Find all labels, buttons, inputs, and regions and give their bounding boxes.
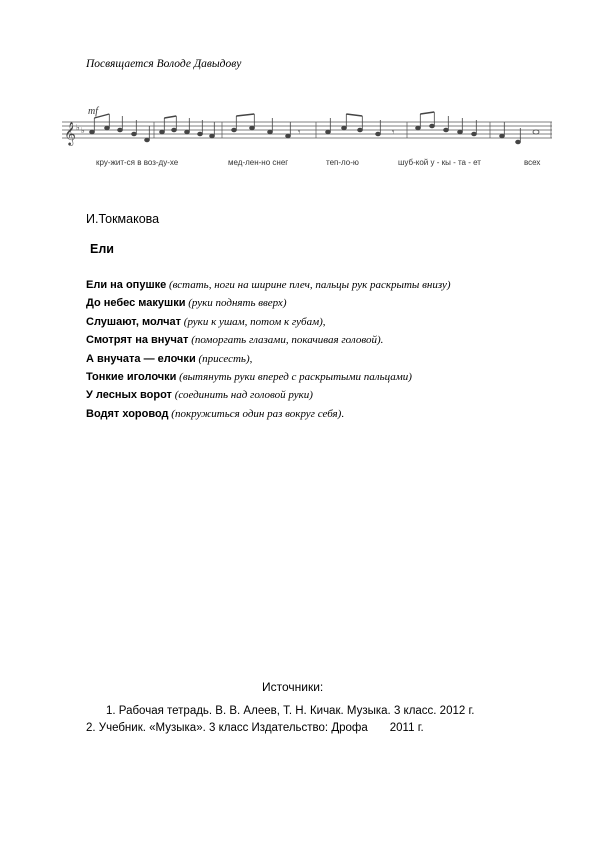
poem-line [86,405,566,423]
svg-text:𝄾: 𝄾 [298,128,301,138]
poem-line [86,368,566,386]
poem-line-note: (встать, ноги на ширине плеч, пальцы рук раскрыты внизу) [168,279,451,291]
svg-text:♭: ♭ [81,126,85,135]
dynamic-mark: mf [88,106,98,117]
poem-line [86,294,566,312]
source-item: 1. Рабочая тетрадь. В. В. Алеев, Т. Н. Кичак. Музыка. 3 класс. 2012 г. [106,705,475,717]
lyric-4: шуб-кой у - кы - та - ет [398,158,481,167]
poem-body [86,276,566,423]
poem-line [86,350,566,368]
poem-author: И.Токмакова [86,212,160,226]
poem-line [86,331,566,349]
svg-text:♭: ♭ [76,123,80,132]
lyric-1: кру-жит-ся в воз-ду-хе [96,158,179,167]
poem-line-text: Ели на опушке [86,279,167,291]
source-text: 2. Учебник. «Музыка». 3 класс Издательство: Дрофа [86,722,368,734]
poem-line-note: (покружиться один раз вокруг себя) [171,407,342,420]
poem-line-note: (руки поднять вверх) [188,297,287,310]
source-item [86,722,424,734]
poem-line-note: (руки к ушам, потом к губам) [183,315,323,328]
music-score [62,104,552,182]
poem-line-text: У лесных ворот [86,389,172,402]
poem-title: Ели [90,242,114,256]
poem-line [86,313,566,331]
poem-line-note: (поморгать глазами, покачивая головой). [191,334,384,347]
poem-line-note: (соединить над головой руки) [174,389,313,402]
lyric-3: теп-ло-ю [326,158,359,167]
poem-line-text: До небес макушки [86,297,186,310]
poem-line [86,386,566,404]
staff-notation [62,104,552,162]
poem-line-note: (присесть) [198,352,250,365]
poem-line-text: Слушают, молчат [86,315,182,328]
lyric-2: мед-лен-но снег [228,158,289,167]
svg-text:𝄾: 𝄾 [392,128,395,138]
poem-line-punct: , [249,352,253,365]
poem-line [86,276,566,294]
poem-line-text: Тонкие иголочки [86,371,177,384]
poem-line-text: Смотрят на внучат [86,334,189,347]
sources-heading: Источники: [262,680,324,694]
poem-line-note: (вытянуть руки вперед с раскрытыми пальцами) [179,371,412,384]
source-year: 2011 г. [389,722,424,734]
dedication: Посвящается Володе Давыдову [86,58,242,70]
lyric-5: всех [524,158,541,167]
treble-clef-icon: 𝄞 [64,121,76,145]
poem-line-text: А внучата — елочки [86,352,196,365]
poem-line-text: Водят хоровод [86,407,169,420]
poem-line-punct: . [341,407,344,420]
poem-line-punct: , [322,315,326,328]
